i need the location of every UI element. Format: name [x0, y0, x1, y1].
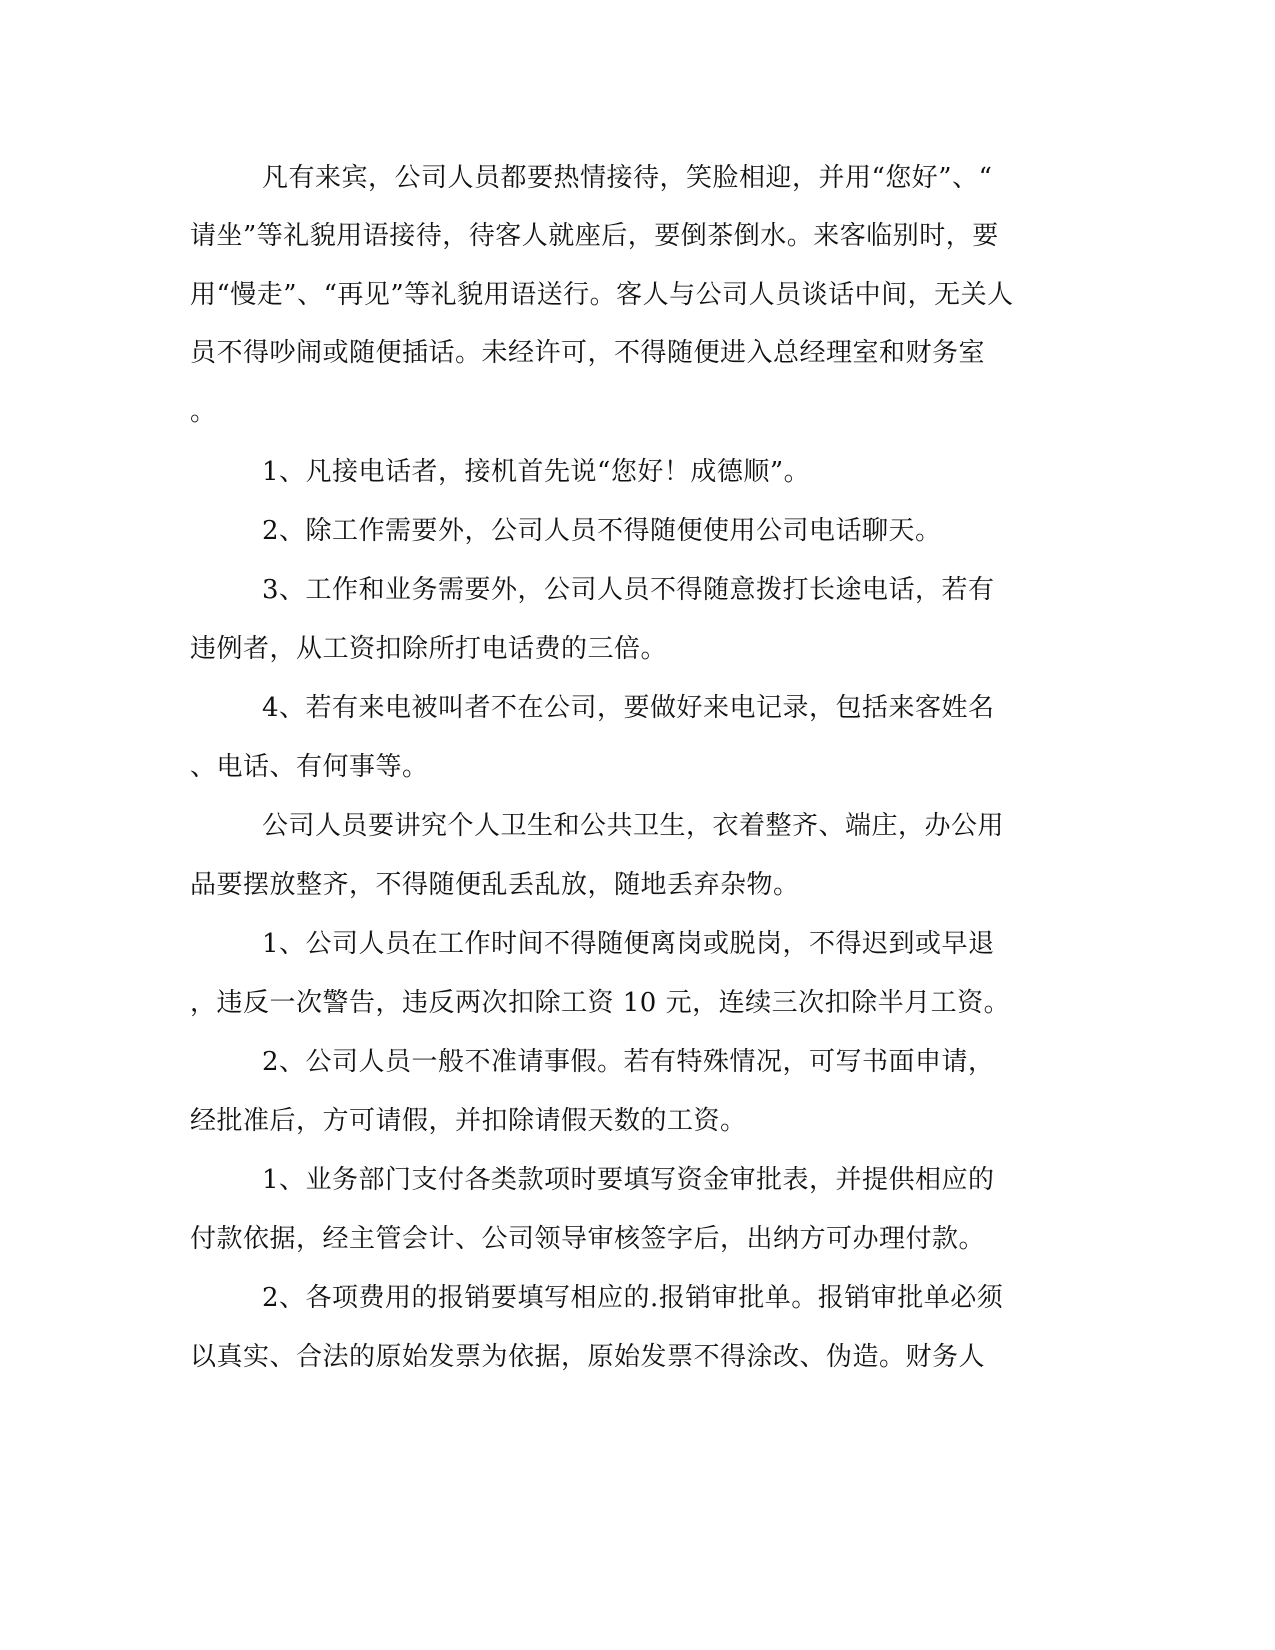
text-line: 4、若有来电被叫者不在公司，要做好来电记录，包括来客姓名: [262, 693, 995, 723]
text-line: 违例者，从工资扣除所打电话费的三倍。: [190, 634, 668, 664]
text-line: 1、业务部门支付各类款项时要填写资金审批表，并提供相应的: [262, 1165, 995, 1195]
text-line: 付款依据，经主管会计、公司领导审核签字后，出纳方可办理付款。: [190, 1224, 986, 1254]
text-line: 请坐”等礼貌用语接待，待客人就座后，要倒茶倒水。来客临别时，要: [190, 221, 999, 251]
text-line: 2、公司人员一般不准请事假。若有特殊情况，可写书面申请，: [262, 1047, 995, 1077]
text-line: 以真实、合法的原始发票为依据，原始发票不得涂改、伪造。财务人: [190, 1342, 986, 1372]
text-line: 1、凡接电话者，接机首先说“您好！成德顺”。: [262, 457, 811, 487]
text-line: 2、除工作需要外，公司人员不得随便使用公司电话聊天。: [262, 516, 942, 546]
text-line: 、电话、有何事等。: [190, 752, 429, 782]
text-line: ，违反一次警告，违反两次扣除工资 10 元，连续三次扣除半月工资。: [190, 988, 1011, 1018]
text-line: 员不得吵闹或随便插话。未经许可，不得随便进入总经理室和财务室: [190, 338, 986, 368]
text-line: 公司人员要讲究个人卫生和公共卫生，衣着整齐、端庄，办公用: [262, 811, 1005, 841]
text-line: 。: [190, 397, 217, 427]
text-line: 凡有来宾，公司人员都要热情接待，笑脸相迎，并用“您好”、“: [262, 163, 993, 193]
text-line: 3、工作和业务需要外，公司人员不得随意拨打长途电话，若有: [262, 575, 995, 605]
text-line: 2、各项费用的报销要填写相应的.报销审批单。报销审批单必须: [262, 1283, 1004, 1313]
text-line: 品要摆放整齐，不得随便乱丢乱放，随地丢弃杂物。: [190, 870, 800, 900]
text-line: 经批准后，方可请假，并扣除请假天数的工资。: [190, 1106, 747, 1136]
text-line: 1、公司人员在工作时间不得随便离岗或脱岗，不得迟到或早退: [262, 929, 995, 959]
text-line: 用“慢走”、“再见”等礼貌用语送行。客人与公司人员谈话中间，无关人: [190, 280, 1014, 310]
